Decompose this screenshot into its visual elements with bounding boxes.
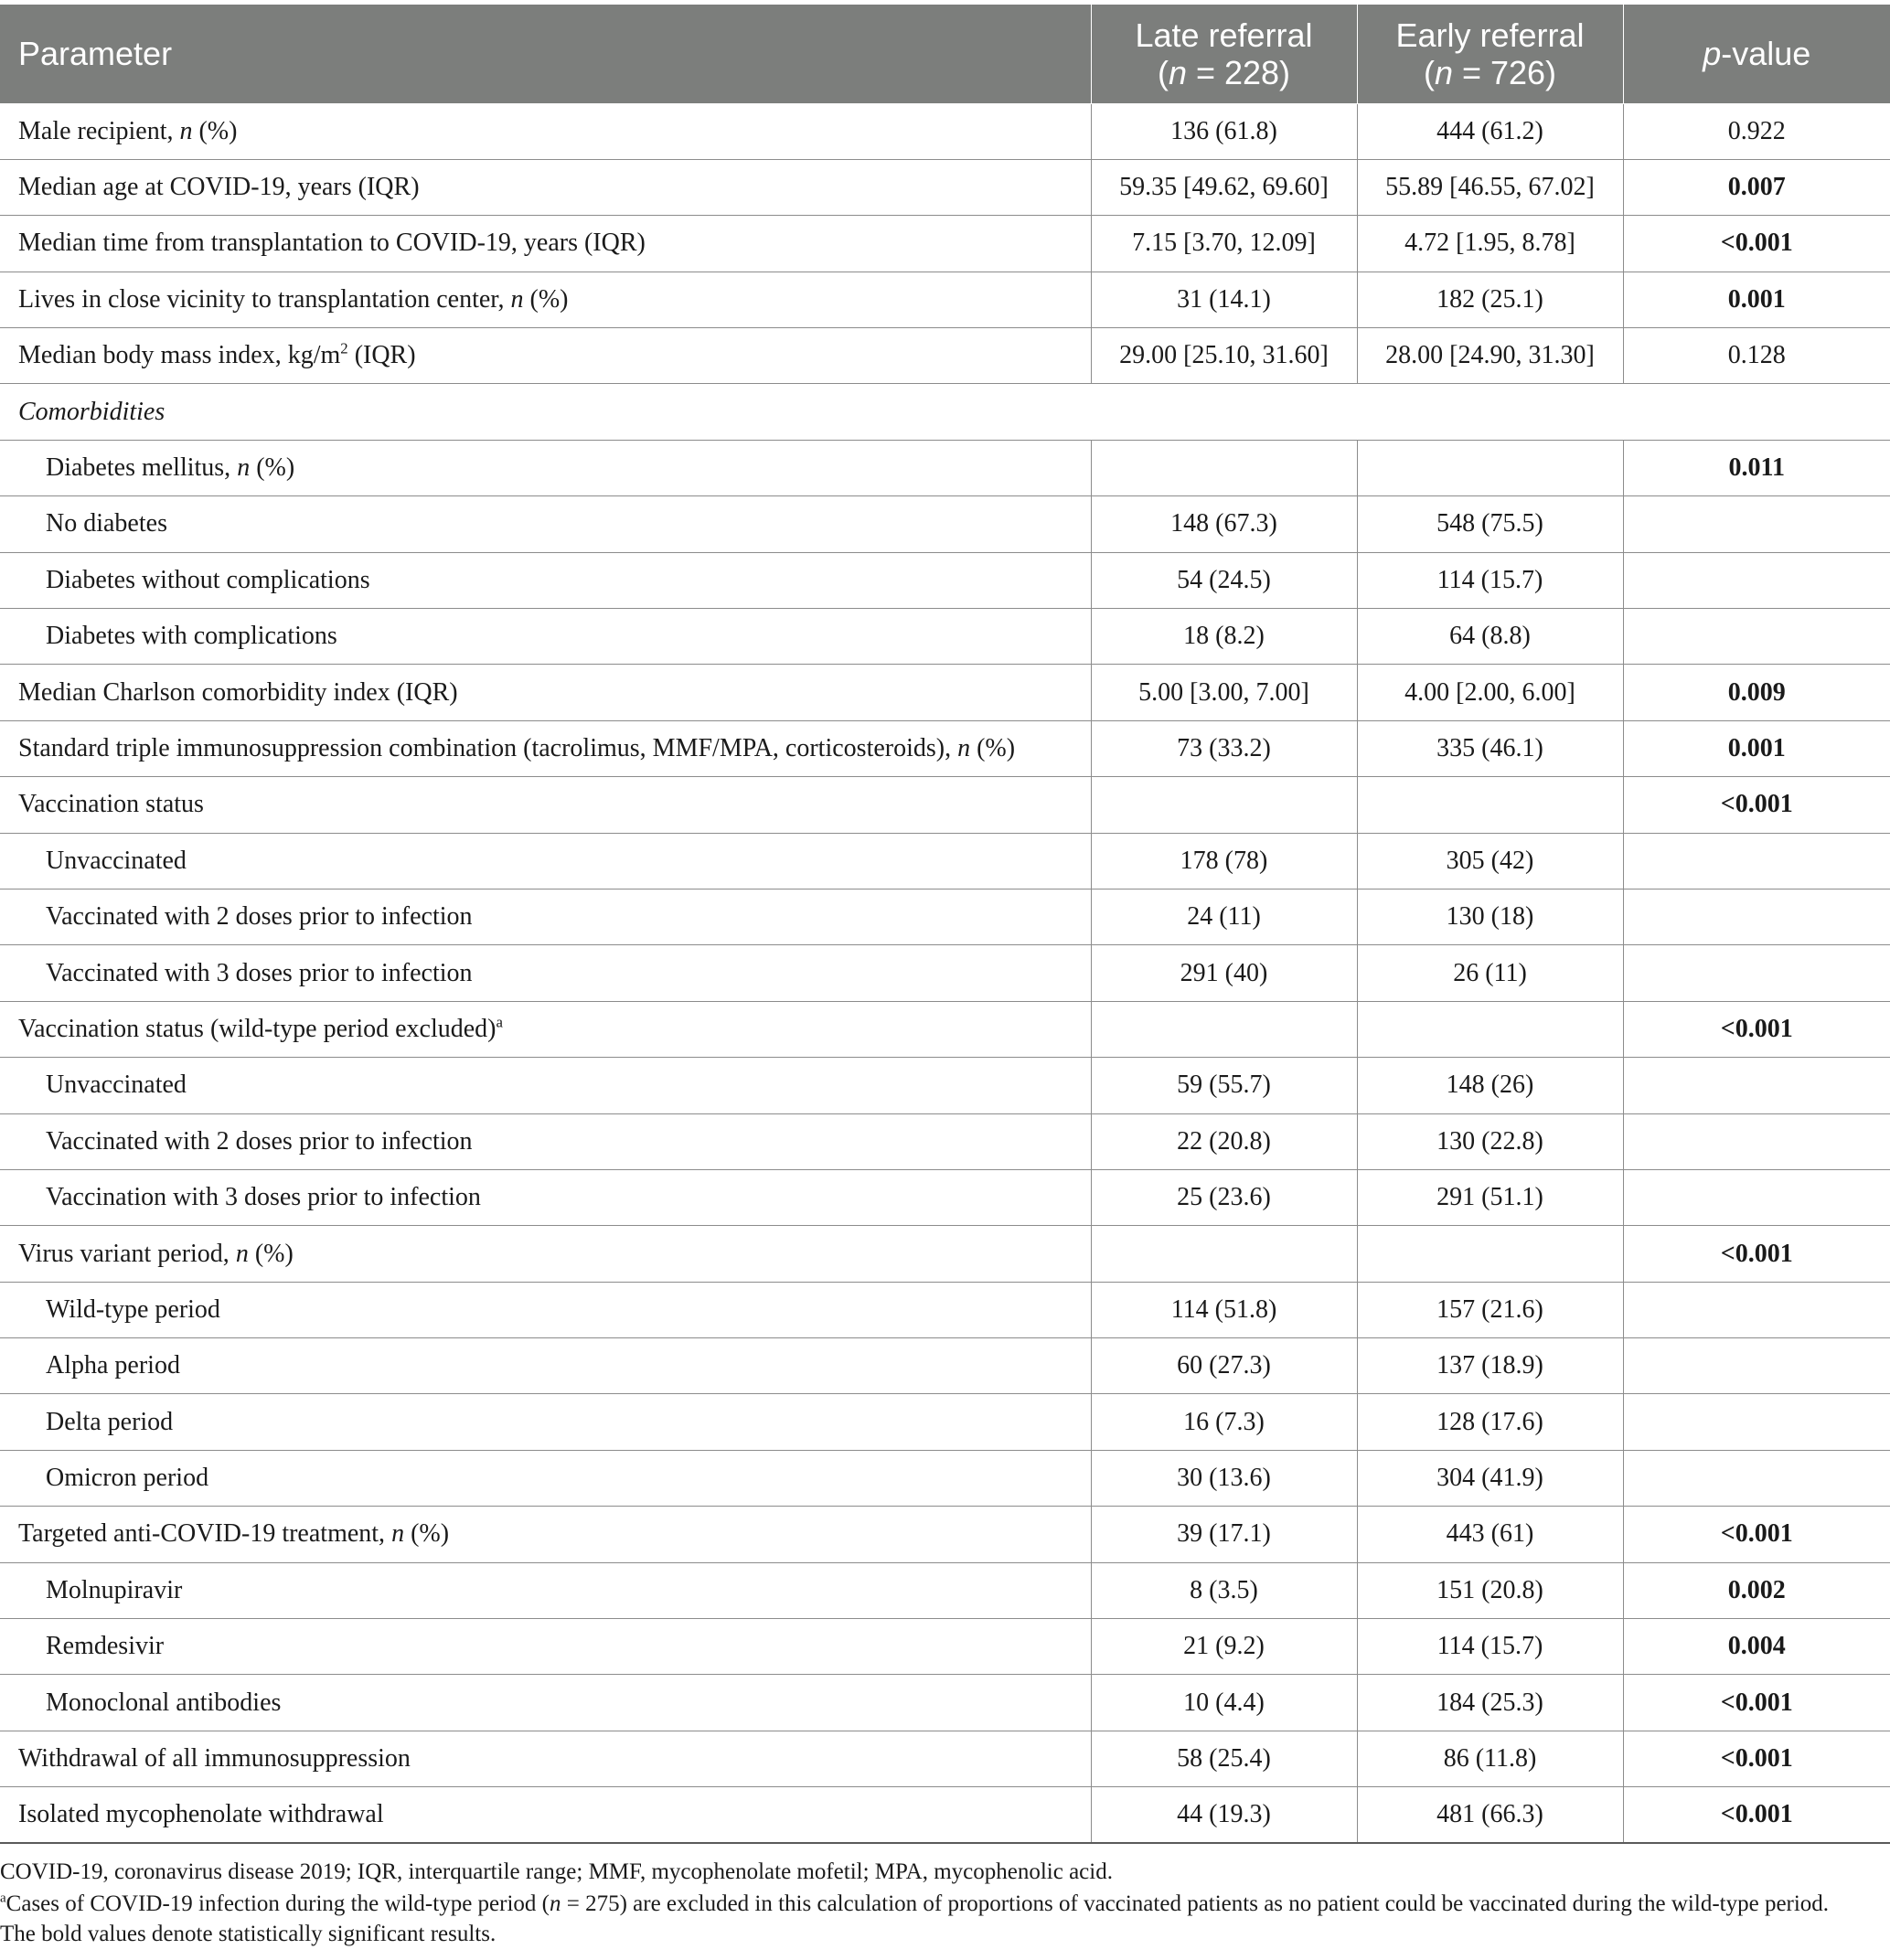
parameter-label: Median age at COVID-19, years (IQR) (18, 173, 420, 202)
parameter-cell (0, 328, 1091, 384)
early-referral-cell: 26 (11) (1357, 945, 1623, 1001)
p-value-cell: <0.001 (1623, 1731, 1890, 1786)
late-referral-cell: 5.00 [3.00, 7.00] (1091, 665, 1357, 720)
p-value-cell: <0.001 (1623, 1507, 1890, 1562)
table-header (0, 5, 1890, 103)
footnote-abbreviations: COVID-19, coronavirus disease 2019; IQR, interquartile range; MMF, mycophenolate mofetil; MPA, mycophenolic acid. (0, 1859, 1113, 1884)
parameter-cell (0, 1113, 1091, 1169)
parameter-label-italic: n (235, 1239, 249, 1268)
parameter-label: Virus variant period, (18, 1239, 236, 1268)
parameter-cell (0, 889, 1091, 944)
parameter-label: Delta period (46, 1407, 174, 1436)
section-label-text: Comorbidities (18, 397, 166, 426)
p-value-cell: 0.007 (1623, 159, 1890, 215)
p-value-cell: 0.009 (1623, 665, 1890, 720)
p-value-cell: <0.001 (1623, 1226, 1890, 1282)
table-row (0, 440, 1890, 495)
p-value-cell: <0.001 (1623, 1001, 1890, 1057)
table-row (0, 1282, 1890, 1337)
p-value-cell (1623, 609, 1890, 665)
early-referral-cell (1357, 1226, 1623, 1282)
early-referral-cell: 4.00 [2.00, 6.00] (1357, 665, 1623, 720)
table-row (0, 1562, 1890, 1618)
parameter-label: Male recipient, (18, 116, 180, 145)
table-row (0, 1507, 1890, 1562)
parameter-cell (0, 1001, 1091, 1057)
header-late-n-value: = 228) (1186, 53, 1291, 91)
p-value-cell (1623, 1450, 1890, 1506)
table-row (0, 103, 1890, 159)
table-row (0, 720, 1890, 776)
late-referral-cell: 291 (40) (1091, 945, 1357, 1001)
late-referral-cell: 31 (14.1) (1091, 272, 1357, 327)
table-row (0, 328, 1890, 384)
table-row (0, 1226, 1890, 1282)
late-referral-cell: 58 (25.4) (1091, 1731, 1357, 1786)
section-label (0, 384, 1890, 440)
late-referral-cell: 24 (11) (1091, 889, 1357, 944)
p-value-cell: 0.002 (1623, 1562, 1890, 1618)
early-referral-cell (1357, 1001, 1623, 1057)
p-value-cell (1623, 1058, 1890, 1113)
parameter-cell (0, 945, 1091, 1001)
late-referral-cell: 8 (3.5) (1091, 1562, 1357, 1618)
early-referral-cell: 4.72 [1.95, 8.78] (1357, 216, 1623, 272)
late-referral-cell (1091, 1001, 1357, 1057)
parameter-label-after: (%) (250, 453, 295, 483)
parameter-cell (0, 1169, 1091, 1225)
late-referral-cell: 114 (51.8) (1091, 1282, 1357, 1337)
table-row (0, 272, 1890, 327)
header-late-count: (n = 228) (1157, 53, 1291, 91)
early-referral-cell: 64 (8.8) (1357, 609, 1623, 665)
late-referral-cell: 18 (8.2) (1091, 609, 1357, 665)
p-value-cell (1623, 1338, 1890, 1394)
parameter-cell (0, 1450, 1091, 1506)
parameter-cell (0, 665, 1091, 720)
late-referral-cell: 25 (23.6) (1091, 1169, 1357, 1225)
parameter-label: Alpha period (46, 1351, 180, 1380)
parameter-cell (0, 833, 1091, 889)
parameter-label: Remdesivir (46, 1632, 165, 1661)
parameter-cell (0, 1787, 1091, 1843)
footnote-a-n: n (549, 1891, 561, 1916)
early-referral-cell: 304 (41.9) (1357, 1450, 1623, 1506)
p-value-cell (1623, 552, 1890, 608)
parameter-label: Diabetes mellitus, (46, 453, 238, 483)
early-referral-cell: 291 (51.1) (1357, 1169, 1623, 1225)
parameter-label-sup: 2 (340, 339, 348, 357)
parameter-label-after: (IQR) (347, 341, 416, 370)
parameter-label: Vaccinated with 2 doses prior to infection (46, 1126, 473, 1156)
footnote-a-text-end: = 275) are excluded in this calculation of proportions of vaccinated patients as no patient could be vaccinated during the wild-type period. The bold values denote statistically significant results. (0, 1891, 1830, 1946)
section-row (0, 384, 1890, 440)
parameter-label-italic: n (391, 1519, 405, 1549)
results-table (0, 5, 1890, 1844)
table-row (0, 833, 1890, 889)
p-value-cell (1623, 1113, 1890, 1169)
p-value-cell: 0.004 (1623, 1619, 1890, 1675)
parameter-label-after: (%) (404, 1519, 450, 1549)
p-value-cell: <0.001 (1623, 216, 1890, 272)
parameter-cell (0, 496, 1091, 552)
parameter-label: Targeted anti-COVID-19 treatment, (18, 1519, 392, 1549)
parameter-label: No diabetes (46, 509, 167, 538)
late-referral-cell: 29.00 [25.10, 31.60] (1091, 328, 1357, 384)
parameter-cell (0, 1394, 1091, 1450)
header-early-label: Early referral (1395, 16, 1585, 54)
late-referral-cell: 30 (13.6) (1091, 1450, 1357, 1506)
p-value-cell (1623, 1169, 1890, 1225)
early-referral-cell: 128 (17.6) (1357, 1394, 1623, 1450)
p-value-cell (1623, 1282, 1890, 1337)
table-row (0, 1787, 1890, 1843)
table-row (0, 1394, 1890, 1450)
table-row (0, 609, 1890, 665)
late-referral-cell: 136 (61.8) (1091, 103, 1357, 159)
parameter-label: Withdrawal of all immunosuppression (18, 1744, 411, 1774)
header-p-rest: -value (1721, 35, 1811, 73)
parameter-label: Vaccinated with 3 doses prior to infection (46, 958, 473, 987)
early-referral-cell: 137 (18.9) (1357, 1338, 1623, 1394)
footnote-a (0, 1889, 1865, 1949)
table-row (0, 1619, 1890, 1675)
parameter-label: Unvaccinated (46, 846, 187, 875)
header-early-referral (1357, 5, 1623, 103)
parameter-label: Isolated mycophenolate withdrawal (18, 1800, 384, 1829)
parameter-label: Diabetes without complications (46, 565, 370, 594)
parameter-label-italic: n (510, 284, 524, 314)
parameter-label: Vaccinated with 2 doses prior to infection (46, 902, 473, 932)
p-value-cell (1623, 833, 1890, 889)
table-row (0, 1338, 1890, 1394)
parameter-cell (0, 777, 1091, 833)
late-referral-cell: 22 (20.8) (1091, 1113, 1357, 1169)
p-value-cell: 0.001 (1623, 272, 1890, 327)
early-referral-cell: 86 (11.8) (1357, 1731, 1623, 1786)
header-parameter-label: Parameter (18, 35, 173, 73)
parameter-cell (0, 1675, 1091, 1731)
late-referral-cell (1091, 440, 1357, 495)
early-referral-cell: 114 (15.7) (1357, 552, 1623, 608)
table-row (0, 777, 1890, 833)
table-row (0, 1675, 1890, 1731)
table-row (0, 945, 1890, 1001)
late-referral-cell: 178 (78) (1091, 833, 1357, 889)
early-referral-cell: 157 (21.6) (1357, 1282, 1623, 1337)
parameter-cell (0, 272, 1091, 327)
early-referral-cell: 335 (46.1) (1357, 720, 1623, 776)
early-referral-cell: 130 (22.8) (1357, 1113, 1623, 1169)
parameter-cell (0, 609, 1091, 665)
parameter-label-italic: n (179, 116, 193, 145)
header-late-label: Late referral (1135, 16, 1313, 54)
late-referral-cell: 39 (17.1) (1091, 1507, 1357, 1562)
early-referral-cell (1357, 777, 1623, 833)
p-value-cell (1623, 889, 1890, 944)
parameter-cell (0, 440, 1091, 495)
header-p-italic: p (1703, 35, 1722, 73)
table-row (0, 496, 1890, 552)
footnote-a-marker: a (0, 1891, 6, 1906)
early-referral-cell: 114 (15.7) (1357, 1619, 1623, 1675)
parameter-cell (0, 159, 1091, 215)
parameter-label: Wild-type period (46, 1294, 220, 1324)
parameter-label-after: (%) (248, 1239, 294, 1268)
parameter-label: Median Charlson comorbidity index (IQR) (18, 677, 458, 707)
early-referral-cell: 548 (75.5) (1357, 496, 1623, 552)
table-row (0, 216, 1890, 272)
parameter-label-after: (%) (970, 733, 1016, 762)
late-referral-cell: 7.15 [3.70, 12.09] (1091, 216, 1357, 272)
parameter-cell (0, 1731, 1091, 1786)
parameter-label: Vaccination status (18, 790, 204, 819)
header-p-value (1623, 5, 1890, 103)
p-value-cell: <0.001 (1623, 1787, 1890, 1843)
table-row (0, 1169, 1890, 1225)
p-value-cell: <0.001 (1623, 1675, 1890, 1731)
parameter-cell (0, 1619, 1091, 1675)
parameter-label-after: (%) (192, 116, 238, 145)
parameter-cell (0, 103, 1091, 159)
late-referral-cell: 21 (9.2) (1091, 1619, 1357, 1675)
table-row (0, 1058, 1890, 1113)
parameter-label: Molnupiravir (46, 1575, 183, 1604)
parameter-cell (0, 1562, 1091, 1618)
early-referral-cell: 305 (42) (1357, 833, 1623, 889)
late-referral-cell: 59.35 [49.62, 69.60] (1091, 159, 1357, 215)
late-referral-cell: 148 (67.3) (1091, 496, 1357, 552)
p-value-cell: 0.011 (1623, 440, 1890, 495)
table-row (0, 159, 1890, 215)
early-referral-cell: 148 (26) (1357, 1058, 1623, 1113)
p-value-cell: 0.001 (1623, 720, 1890, 776)
parameter-label-after: (%) (523, 284, 569, 314)
parameter-cell (0, 1338, 1091, 1394)
late-referral-cell: 10 (4.4) (1091, 1675, 1357, 1731)
parameter-label: Lives in close vicinity to transplantation center, (18, 284, 511, 314)
early-referral-cell: 443 (61) (1357, 1507, 1623, 1562)
table-row (0, 889, 1890, 944)
late-referral-cell: 73 (33.2) (1091, 720, 1357, 776)
table-row (0, 665, 1890, 720)
parameter-label: Standard triple immunosuppression combination (tacrolimus, MMF/MPA, corticosteroids), (18, 733, 958, 762)
header-row (0, 5, 1890, 103)
parameter-label-italic: n (957, 733, 971, 762)
parameter-cell (0, 1507, 1091, 1562)
p-value-cell: 0.128 (1623, 328, 1890, 384)
parameter-label: Median time from transplantation to COVID-19, years (IQR) (18, 229, 646, 258)
parameter-label: Unvaccinated (46, 1071, 187, 1100)
header-early-n: n (1434, 53, 1453, 91)
parameter-label: Vaccination status (wild-type period excluded) (18, 1014, 497, 1043)
p-value-cell (1623, 496, 1890, 552)
p-value-cell (1623, 945, 1890, 1001)
parameter-label: Monoclonal antibodies (46, 1688, 282, 1717)
early-referral-cell: 481 (66.3) (1357, 1787, 1623, 1843)
parameter-cell (0, 720, 1091, 776)
late-referral-cell: 59 (55.7) (1091, 1058, 1357, 1113)
table-row (0, 552, 1890, 608)
parameter-label-sup: a (496, 1013, 503, 1031)
parameter-cell (0, 1058, 1091, 1113)
table-footnotes (0, 1857, 1865, 1951)
late-referral-cell: 44 (19.3) (1091, 1787, 1357, 1843)
footnote-a-text-start: Cases of COVID-19 infection during the wild-type period ( (5, 1891, 550, 1916)
late-referral-cell: 60 (27.3) (1091, 1338, 1357, 1394)
early-referral-cell: 151 (20.8) (1357, 1562, 1623, 1618)
header-parameter (0, 5, 1091, 103)
parameter-cell (0, 552, 1091, 608)
header-early-count: (n = 726) (1423, 53, 1557, 91)
early-referral-cell: 444 (61.2) (1357, 103, 1623, 159)
late-referral-cell: 16 (7.3) (1091, 1394, 1357, 1450)
early-referral-cell: 184 (25.3) (1357, 1675, 1623, 1731)
early-referral-cell: 182 (25.1) (1357, 272, 1623, 327)
p-value-cell (1623, 1394, 1890, 1450)
parameter-label: Vaccination with 3 doses prior to infection (46, 1183, 481, 1212)
table-body (0, 103, 1890, 1843)
table-row (0, 1731, 1890, 1786)
header-early-n-value: = 726) (1452, 53, 1557, 91)
header-late-referral (1091, 5, 1357, 103)
p-value-cell: <0.001 (1623, 777, 1890, 833)
p-value-cell: 0.922 (1623, 103, 1890, 159)
parameter-cell (0, 1226, 1091, 1282)
late-referral-cell (1091, 777, 1357, 833)
early-referral-cell: 130 (18) (1357, 889, 1623, 944)
late-referral-cell: 54 (24.5) (1091, 552, 1357, 608)
late-referral-cell (1091, 1226, 1357, 1282)
parameter-cell (0, 216, 1091, 272)
results-table-container (0, 5, 1890, 1844)
parameter-label-italic: n (237, 453, 251, 483)
early-referral-cell (1357, 440, 1623, 495)
parameter-cell (0, 1282, 1091, 1337)
table-row (0, 1001, 1890, 1057)
early-referral-cell: 28.00 [24.90, 31.30] (1357, 328, 1623, 384)
parameter-label: Median body mass index, kg/m (18, 341, 341, 370)
table-row (0, 1450, 1890, 1506)
parameter-label: Omicron period (46, 1464, 209, 1493)
parameter-label: Diabetes with complications (46, 622, 337, 651)
header-late-n: n (1168, 53, 1187, 91)
table-row (0, 1113, 1890, 1169)
early-referral-cell: 55.89 [46.55, 67.02] (1357, 159, 1623, 215)
